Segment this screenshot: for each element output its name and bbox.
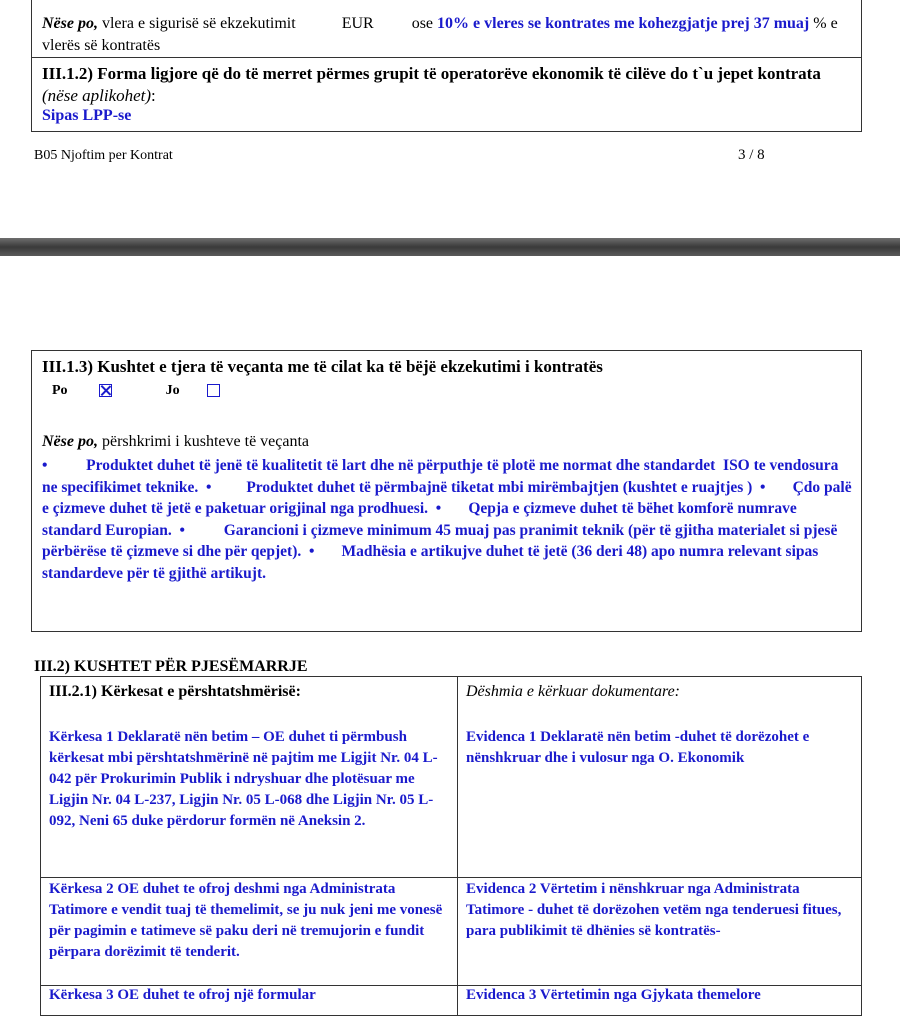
evidence-1: Evidenca 1 Deklaratë nën betim -duhet të dorëzohet e nënshkruar dhe i vulosur nga O. Ekonomik	[466, 729, 810, 766]
divider	[32, 57, 861, 58]
yes-no-options	[52, 383, 220, 399]
requirement-3: Kërkesa 3 OE duhet te ofroj një formular	[49, 987, 316, 1003]
security-value-line	[42, 13, 852, 57]
document-page-2	[0, 256, 900, 1003]
participation-title: III.2) KUSHTET PËR PJESËMARRJE	[34, 658, 308, 675]
section-title-colon: :	[151, 86, 156, 105]
security-value-answer: 10% e vleres se kontrates me kohezgjatje prej 37 muaj	[437, 15, 810, 32]
eligibility-table	[40, 676, 862, 1016]
section-title-italic: (nëse aplikohet)	[42, 86, 152, 105]
table-col-divider	[457, 677, 458, 1015]
evidence-2: Evidenca 2 Vërtetim i nënshkruar nga Administrata Tatimore - duhet të dorëzohen vetëm nga tenderuesi fitues, para publikimit të dhënies së kontratës-	[466, 881, 842, 939]
page-separator	[0, 238, 900, 256]
footer-left: B05 Njoftim per Kontrat	[34, 148, 173, 163]
if-yes-italic: Nëse po,	[42, 15, 98, 32]
requirement-2: Kërkesa 2 OE duhet te ofroj deshmi nga Administrata Tatimore e vendit tuaj të themelimit, se ju nuk jeni me vonesë për pagimin e tatimeve së paku deri në tremujorin e fundit përpara dorëzimit të tenderit.	[49, 881, 443, 960]
yes-label: Po	[52, 383, 68, 398]
document-page-1	[0, 0, 900, 238]
evidence-header: Dëshmia e kërkuar dokumentare:	[466, 683, 681, 700]
security-value-box	[31, 0, 862, 132]
eligibility-header: III.2.1) Kërkesat e përshtatshmërisë:	[49, 683, 301, 700]
security-value-suffix: % e vlerës së kontratës	[42, 15, 838, 54]
currency-label: EUR	[341, 15, 374, 32]
special-conditions-text: • Produktet duhet të jenë të kualitetit të lart dhe në përputhje të plotë me normat dhe standardet ISO te vendosura ne specifikimet teknike. • Produktet duhet të përmbajnë tiketat mbi mirëmbajtjen (kushtet e ruajtjes ) • Çdo palë e çizmeve duhet të jetë e paketuar origjinal nga prodhuesi. • Qepja e çizmeve duhet të bëhet komforë numrave standard Europian. • Garancioni i çizmeve minimum 45 muaj pas pranimit teknik (për të gjitha materialet si pjesë përbërëse të çizmeve si dhe për qepjet). • Madhësia e artikujve duhet të jetë (36 deri 48) apo numra relevant sipas standardeve për të gjithë artikujt.	[42, 457, 856, 582]
no-checkbox[interactable]	[207, 384, 220, 397]
section-title-iii-1-3: III.1.3) Kushtet e tjera të veçanta me të cilat ka të bëjë ekzekutimi i kontratës	[42, 357, 603, 376]
yes-checkbox[interactable]	[99, 384, 112, 397]
if-yes-italic-2: Nëse po,	[42, 433, 98, 450]
or-label: ose	[411, 15, 434, 32]
section-title-text: III.1.2) Forma ligjore që do të merret përmes grupit të operatorëve ekonomik të cilëve do t`u jepet kontrata	[42, 64, 821, 83]
requirement-1: Kërkesa 1 Deklaratë nën betim – OE duhet ti përmbush kërkesat mbi përshtatshmërinë në pajtim me Ligjit Nr. 04 L- 042 për Prokurimin Publik i ndryshuar dhe plotësuar me Ligjin Nr. 04 L-237, Ligjin Nr. 05 L-068 dhe Ligjin Nr. 05 L-092, Neni 65 duke përdorur formën në Aneksin 2.	[49, 729, 438, 829]
section-title-iii-1-2	[42, 63, 852, 107]
legal-form-answer: Sipas LPP-se	[42, 107, 132, 124]
special-conditions-box	[31, 350, 862, 632]
special-conditions-label-text: përshkrimi i kushteve të veçanta	[97, 433, 310, 450]
special-conditions-label	[42, 431, 309, 453]
footer-page-number: 3 / 8	[738, 147, 765, 163]
table-row-divider	[41, 877, 861, 878]
evidence-3: Evidenca 3 Vërtetimin nga Gjykata themelore	[466, 987, 761, 1003]
no-label: Jo	[165, 383, 180, 398]
security-value-text: vlera e sigurisë së ekzekutimit	[97, 15, 296, 32]
